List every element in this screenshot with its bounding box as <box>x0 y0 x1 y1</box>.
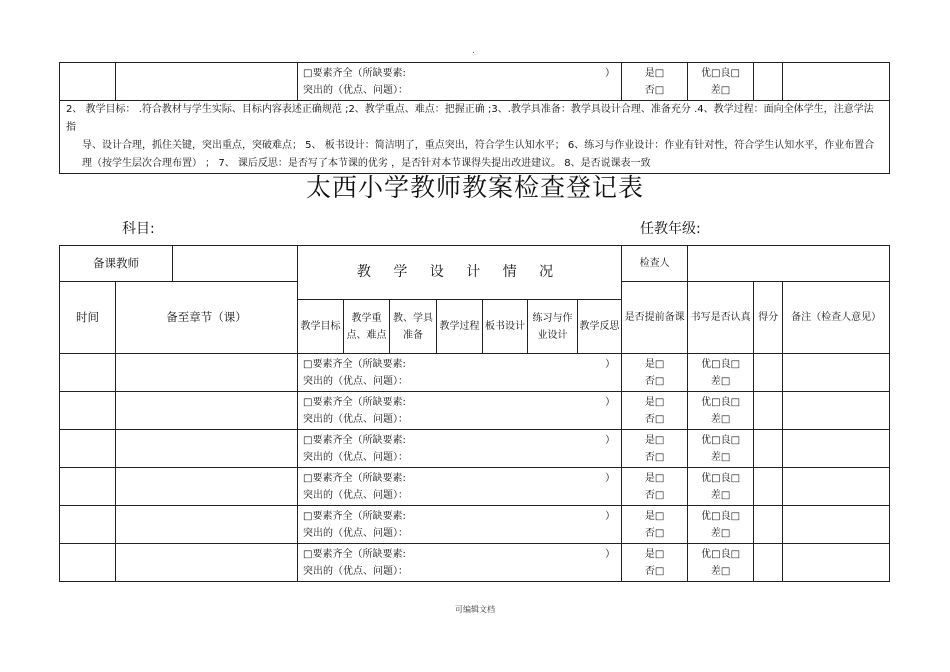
cell-elements[interactable] <box>298 63 622 101</box>
cell-time[interactable] <box>60 544 116 582</box>
elements-complete-checkbox[interactable]: □要素齐全（所缺要素: <box>303 510 406 522</box>
cell-elements[interactable] <box>298 468 622 506</box>
no-checkbox[interactable]: 否□ <box>644 375 665 387</box>
cell-advance[interactable] <box>622 506 688 544</box>
paren-close: ） <box>605 434 616 446</box>
cell-time[interactable] <box>60 392 116 430</box>
cell-time[interactable] <box>60 506 116 544</box>
cell-time[interactable] <box>60 63 116 101</box>
lesson-plan-table <box>59 245 890 582</box>
elements-complete-checkbox[interactable]: □要素齐全（所缺要素: <box>303 67 406 79</box>
page-mark: . <box>472 46 475 56</box>
sub-header-process: 教学过程 <box>437 300 483 354</box>
no-checkbox[interactable]: 否□ <box>644 565 665 577</box>
cell-score[interactable] <box>754 430 783 468</box>
paren-close: ） <box>605 67 615 79</box>
no-checkbox[interactable]: 否□ <box>644 527 665 539</box>
cell-advance[interactable] <box>622 354 688 392</box>
cell-remark[interactable] <box>783 430 890 468</box>
yes-checkbox[interactable]: 是□ <box>644 472 665 484</box>
yes-checkbox[interactable]: 是□ <box>644 434 665 446</box>
cell-writing[interactable] <box>688 430 754 468</box>
writing-header: 书写是否认真 <box>688 282 754 354</box>
yes-checkbox[interactable]: 是□ <box>644 548 665 560</box>
sub-header-homework: 练习与作业设计 <box>528 300 578 354</box>
table-row <box>60 506 890 544</box>
cell-score[interactable] <box>754 63 783 101</box>
good-checkbox[interactable]: 优□良□ <box>701 548 741 560</box>
cell-writing[interactable] <box>688 468 754 506</box>
no-checkbox[interactable]: 否□ <box>644 84 665 96</box>
cell-time[interactable] <box>60 354 116 392</box>
cell-score[interactable] <box>754 468 783 506</box>
elements-complete-checkbox[interactable]: □要素齐全（所缺要素: <box>303 358 406 370</box>
paren-close: ） <box>605 510 616 522</box>
notes-row <box>60 101 890 174</box>
header-row-1 <box>60 246 890 282</box>
cell-writing[interactable] <box>688 354 754 392</box>
sub-header-key-points: 教学重点、难点 <box>344 300 390 354</box>
cell-advance[interactable] <box>622 544 688 582</box>
notes-line-3: 理（按学生层次合理布置） ； 7、 课后反思：是否写了本节课的优劣 ，是否针对本节课得失提出改进建议。 8、是否说课表一致 <box>82 158 651 169</box>
table-row <box>60 354 890 392</box>
highlights-text: 突出的（优点、问题）： <box>303 84 408 96</box>
checker-name-cell[interactable] <box>688 246 890 282</box>
paren-close: ） <box>605 358 616 370</box>
table-row <box>60 468 890 506</box>
cell-score[interactable] <box>754 392 783 430</box>
cell-remark[interactable] <box>783 544 890 582</box>
no-checkbox[interactable]: 否□ <box>644 489 665 501</box>
cell-remark[interactable] <box>783 63 890 101</box>
elements-complete-checkbox[interactable]: □要素齐全（所缺要素: <box>303 396 406 408</box>
top-table-fragment <box>59 62 890 174</box>
score-header: 得分 <box>754 282 783 354</box>
cell-elements[interactable] <box>298 392 622 430</box>
cell-time[interactable] <box>60 468 116 506</box>
bad-checkbox[interactable]: 差□ <box>710 375 731 387</box>
highlights-text: 突出的（优点、问题）： <box>303 375 408 387</box>
cell-advance[interactable] <box>622 468 688 506</box>
cell-time[interactable] <box>60 430 116 468</box>
cell-elements[interactable] <box>298 506 622 544</box>
table-row <box>60 544 890 582</box>
good-checkbox[interactable]: 优□良□ <box>701 358 741 370</box>
highlights-text: 突出的（优点、问题）： <box>303 527 408 539</box>
good-checkbox[interactable]: 优□良□ <box>701 472 741 484</box>
cell-advance[interactable] <box>622 63 688 101</box>
paren-close: ） <box>605 396 616 408</box>
cell-chapter[interactable] <box>116 468 298 506</box>
remark-header: 备注（检查人意见） <box>783 282 890 354</box>
footer-text: 可编辑文档 <box>455 605 495 614</box>
elements-complete-checkbox[interactable]: □要素齐全（所缺要素: <box>303 472 406 484</box>
bad-checkbox[interactable]: 差□ <box>710 451 731 463</box>
sub-header-materials: 教、学具准备 <box>390 300 437 354</box>
cell-chapter[interactable] <box>116 430 298 468</box>
good-checkbox[interactable]: 优□良□ <box>701 67 740 79</box>
cell-advance[interactable] <box>622 392 688 430</box>
yes-checkbox[interactable]: 是□ <box>644 396 665 408</box>
highlights-text: 突出的（优点、问题）： <box>303 451 408 463</box>
cell-score[interactable] <box>754 544 783 582</box>
grade-label: 任教年级: <box>640 221 701 237</box>
bad-checkbox[interactable]: 差□ <box>710 527 731 539</box>
teacher-name-cell[interactable] <box>173 246 298 282</box>
cell-elements[interactable] <box>298 544 622 582</box>
advance-header: 是否提前备课 <box>622 282 688 354</box>
elements-complete-checkbox[interactable]: □要素齐全（所缺要素: <box>303 434 406 446</box>
cell-score[interactable] <box>754 354 783 392</box>
cell-writing[interactable] <box>688 544 754 582</box>
cell-chapter[interactable] <box>116 63 298 101</box>
highlights-text: 突出的（优点、问题）： <box>303 565 408 577</box>
notes-line-2: 导、设计合理，抓住关键，突出重点，突破难点； 5、 板书设计：简洁明了，重点突出，符合学生认知水平； 6、练习与作业设计：作业有针对性，符合学生认知水平，作业布置合 <box>82 140 875 151</box>
no-checkbox[interactable]: 否□ <box>644 413 665 425</box>
time-header: 时间 <box>60 282 116 354</box>
cell-writing[interactable] <box>688 506 754 544</box>
teacher-header: 备课教师 <box>60 246 173 282</box>
yes-checkbox[interactable]: 是□ <box>644 510 665 522</box>
elements-complete-checkbox[interactable]: □要素齐全（所缺要素: <box>303 548 406 560</box>
yes-checkbox[interactable]: 是□ <box>644 67 665 79</box>
cell-elements[interactable] <box>298 354 622 392</box>
sub-header-objective: 教学目标 <box>298 300 344 354</box>
table-row <box>60 430 890 468</box>
cell-chapter[interactable] <box>116 506 298 544</box>
bad-checkbox[interactable]: 差□ <box>710 565 731 577</box>
cell-elements[interactable] <box>298 430 622 468</box>
bad-checkbox[interactable]: 差□ <box>710 413 731 425</box>
no-checkbox[interactable]: 否□ <box>644 451 665 463</box>
cell-remark[interactable] <box>783 506 890 544</box>
page-title: 太西小学教师教案检查登记表 <box>305 173 644 202</box>
cell-advance[interactable] <box>622 430 688 468</box>
paren-close: ） <box>605 548 616 560</box>
cell-remark[interactable] <box>783 354 890 392</box>
cell-remark[interactable] <box>783 392 890 430</box>
good-checkbox[interactable]: 优□良□ <box>701 396 741 408</box>
cell-chapter[interactable] <box>116 354 298 392</box>
bad-checkbox[interactable]: 差□ <box>710 84 731 96</box>
table-row <box>60 392 890 430</box>
chapter-header: 备至章节（课） <box>116 282 298 354</box>
good-checkbox[interactable]: 优□良□ <box>701 510 741 522</box>
highlights-text: 突出的（优点、问题）： <box>303 413 408 425</box>
checker-header: 检查人 <box>622 246 688 282</box>
cell-score[interactable] <box>754 506 783 544</box>
cell-writing[interactable] <box>688 392 754 430</box>
subject-label: 科目: <box>122 221 155 237</box>
cell-chapter[interactable] <box>116 544 298 582</box>
notes-line-1: 2、 教学目标： .符合教材与学生实际、目标内容表述正确规范 ;2、教学重点、难点：把握正确 ;3、.教学具准备：教学具设计合理、准备充分 .4、教学过程：面向全体学生，注意学法指 <box>66 104 874 133</box>
cell-chapter[interactable] <box>116 392 298 430</box>
yes-checkbox[interactable]: 是□ <box>644 358 665 370</box>
sub-header-reflection: 教学反思 <box>578 300 622 354</box>
cell-remark[interactable] <box>783 468 890 506</box>
table-row <box>60 63 890 101</box>
good-checkbox[interactable]: 优□良□ <box>701 434 741 446</box>
criteria-notes <box>60 101 890 174</box>
highlights-text: 突出的（优点、问题）： <box>303 489 408 501</box>
bad-checkbox[interactable]: 差□ <box>710 489 731 501</box>
design-header: 教 学 设 计 情 况 <box>298 246 622 300</box>
paren-close: ） <box>605 472 616 484</box>
sub-header-board: 板书设计 <box>483 300 528 354</box>
cell-writing[interactable] <box>688 63 754 101</box>
